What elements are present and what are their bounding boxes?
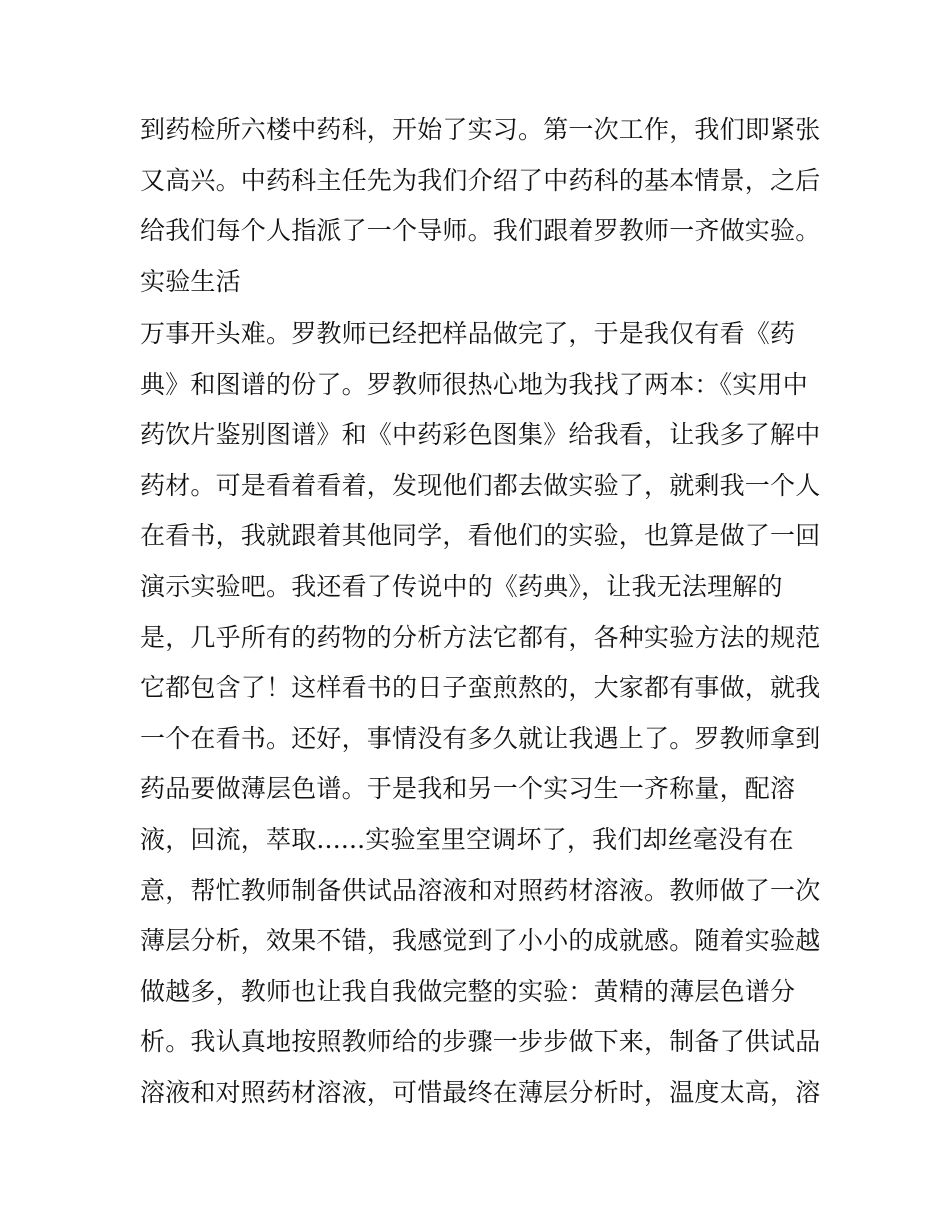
text-line: 溶液和对照药材溶液，可惜最终在薄层分析时，温度太高，溶	[140, 1078, 821, 1107]
text-line: 它都包含了！这样看书的日子蛮煎熬的，大家都有事做，就我	[140, 673, 821, 702]
text-line: 液，回流，萃取......实验室里空调坏了，我们却丝毫没有在	[140, 825, 794, 854]
text-line: 给我们每个人指派了一个导师。我们跟着罗教师一齐做实验。	[140, 216, 821, 245]
text-line: 薄层分析，效果不错，我感觉到了小小的成就感。随着实验越	[140, 926, 821, 955]
text-line: 药饮片鉴别图谱》和《中药彩色图集》给我看，让我多了解中	[140, 420, 821, 449]
text-line: 意，帮忙教师制备供试品溶液和对照药材溶液。教师做了一次	[140, 876, 821, 905]
text-line: 药材。可是看着看着，发现他们都去做实验了，就剩我一个人	[140, 471, 821, 500]
text-line: 是，几乎所有的药物的分析方法它都有，各种实验方法的规范	[140, 623, 821, 652]
text-line: 到药检所六楼中药科，开始了实习。第一次工作，我们即紧张	[140, 115, 821, 144]
text-line: 药品要做薄层色谱。于是我和另一个实习生一齐称量，配溶	[140, 774, 796, 803]
text-line: 又高兴。中药科主任先为我们介绍了中药科的基本情景，之后	[140, 166, 821, 195]
text-line: 做越多，教师也让我自我做完整的实验：黄精的薄层色谱分	[140, 977, 796, 1006]
section-heading: 实验生活	[140, 267, 241, 296]
text-line: 演示实验吧。我还看了传说中的《药典》，让我无法理解的	[140, 572, 783, 601]
text-line: 在看书，我就跟着其他同学，看他们的实验，也算是做了一回	[140, 521, 821, 550]
text-line: 析。我认真地按照教师给的步骤一步步做下来，制备了供试品	[140, 1027, 821, 1056]
text-line: 一个在看书。还好，事情没有多久就让我遇上了。罗教师拿到	[140, 724, 821, 753]
text-line: 万事开头难。罗教师已经把样品做完了，于是我仅有看《药	[140, 319, 796, 348]
text-line: 典》和图谱的份了。罗教师很热心地为我找了两本：《实用中	[140, 370, 808, 399]
